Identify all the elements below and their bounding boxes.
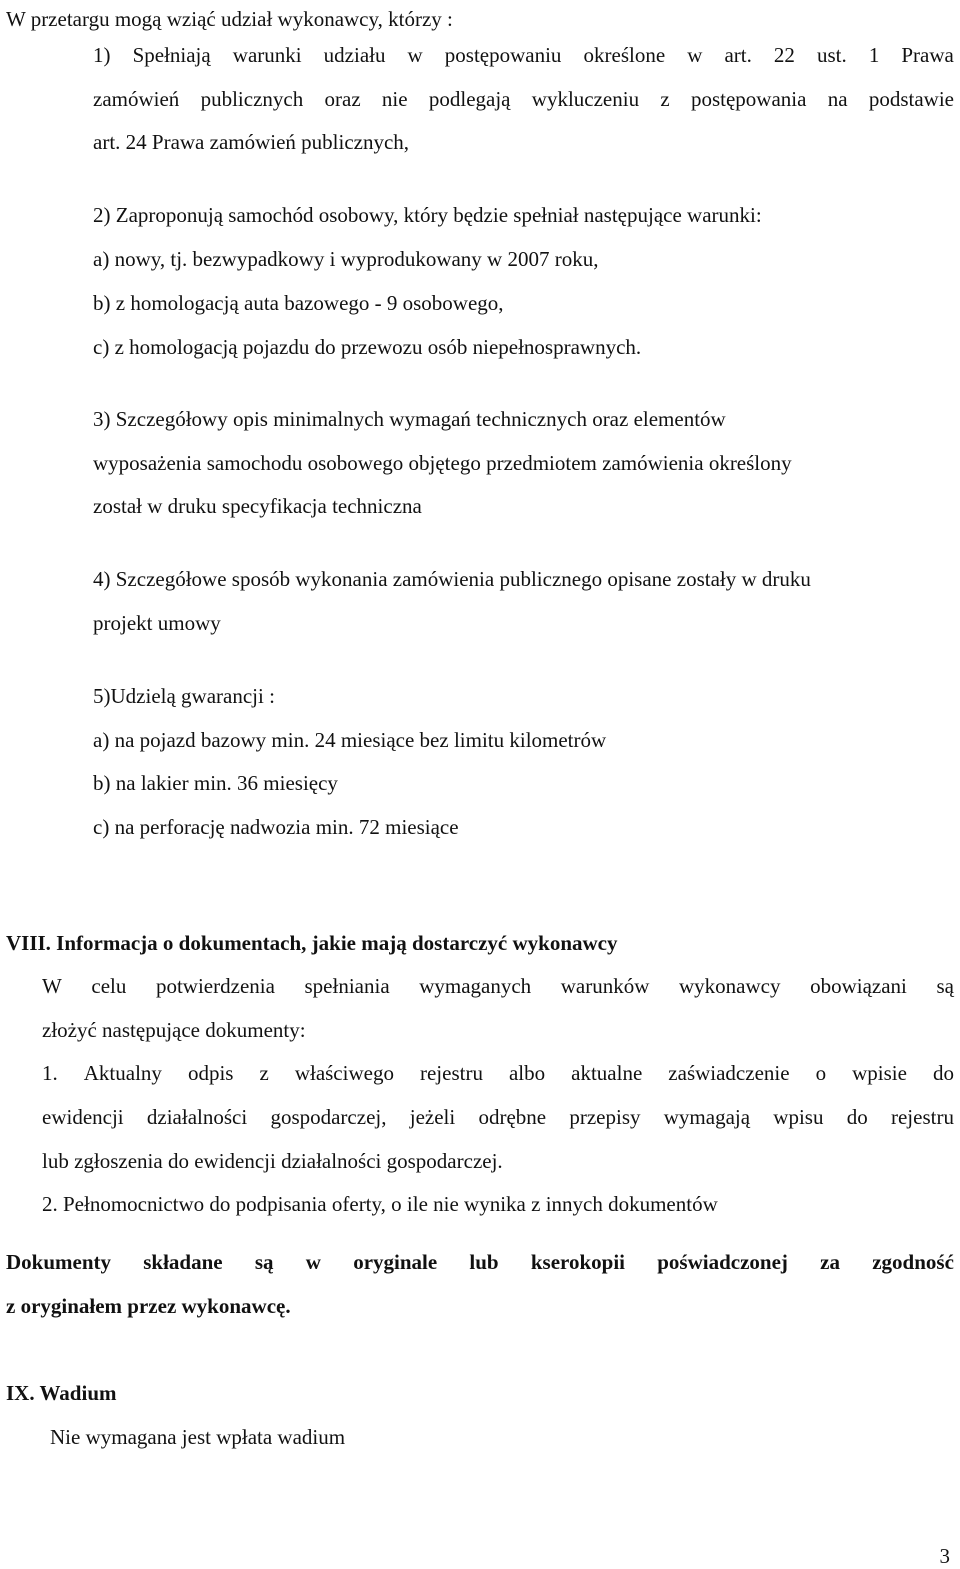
word: kserokopii (530, 1250, 626, 1274)
word: odrębne (478, 1105, 547, 1129)
word: poświadczonej (657, 1250, 788, 1274)
cond5-item-a: a) na pojazd bazowy min. 24 miesiące bez limitu kilometrów (93, 728, 607, 752)
cond3-line1: 3) Szczegółowy opis minimalnych wymagań technicznych oraz elementów (93, 407, 726, 431)
word: art. (724, 43, 752, 67)
word: warunki (232, 43, 302, 67)
section8-item1-line2 (42, 1104, 954, 1130)
word: wykluczeniu (531, 87, 640, 111)
word: celu (91, 974, 127, 998)
word: przepisy (569, 1105, 641, 1129)
word: są (254, 1250, 274, 1274)
word: gospodarczej, (270, 1105, 387, 1129)
cond1-line3: art. 24 Prawa zamówień publicznych, (93, 130, 410, 154)
section8-heading: VIII. Informacja o dokumentach, jakie mają dostarczyć wykonawcy (6, 931, 618, 955)
section8-intro-line1 (42, 973, 954, 999)
word: udziału (323, 43, 386, 67)
page-number: 3 (939, 1544, 950, 1568)
cond5-heading: 5)Udzielą gwarancji : (93, 684, 275, 708)
word: ust. (816, 43, 847, 67)
word: jeżeli (409, 1105, 456, 1129)
word: Spełniają (132, 43, 211, 67)
word: wymagają (663, 1105, 751, 1129)
word: wpisu (773, 1105, 824, 1129)
word: publicznych (200, 87, 304, 111)
word: na (827, 87, 848, 111)
section8-item1-line3: lub zgłoszenia do ewidencji działalności gospodarczej. (42, 1149, 503, 1173)
word: są (936, 974, 954, 998)
word: obowiązani (810, 974, 907, 998)
section8-intro-line2: złożyć następujące dokumenty: (42, 1018, 306, 1042)
intro-text: W przetargu mogą wziąć udział wykonawcy, którzy : (6, 7, 453, 31)
word: postępowaniu (444, 43, 562, 67)
word: 1) (93, 43, 111, 67)
word: z (259, 1061, 269, 1085)
word: rejestru (890, 1105, 954, 1129)
cond2-item-a: a) nowy, tj. bezwypadkowy i wyprodukowany w 2007 roku, (93, 247, 599, 271)
word: z (660, 87, 670, 111)
word: W (42, 974, 62, 998)
word: postępowania (690, 87, 807, 111)
word: zamówień (93, 87, 180, 111)
word: za (820, 1250, 840, 1274)
word: do (846, 1105, 868, 1129)
word: wpisie (852, 1061, 907, 1085)
word: składane (143, 1250, 223, 1274)
word: 22 (773, 43, 795, 67)
word: określone (583, 43, 666, 67)
word: Prawa (901, 43, 954, 67)
cond5-item-b: b) na lakier min. 36 miesięcy (93, 771, 338, 795)
word: ewidencji (42, 1105, 124, 1129)
word: o (815, 1061, 827, 1085)
word: Aktualny (83, 1061, 162, 1085)
cond3-line2: wyposażenia samochodu osobowego objętego przedmiotem zamówienia określony (93, 451, 792, 475)
cond1-line1 (93, 42, 954, 68)
section8-item2: 2. Pełnomocnictwo do podpisania oferty, o ile nie wynika z innych dokumentów (42, 1192, 718, 1216)
word: potwierdzenia (155, 974, 275, 998)
word: do (932, 1061, 954, 1085)
cond5-item-c: c) na perforację nadwozia min. 72 miesiące (93, 815, 459, 839)
word: wymaganych (419, 974, 532, 998)
word: rejestru (419, 1061, 483, 1085)
word: warunków (560, 974, 650, 998)
word: oraz (324, 87, 361, 111)
word: oryginale (353, 1250, 438, 1274)
section8-note-line2: z oryginałem przez wykonawcę. (6, 1294, 291, 1318)
section9-text: Nie wymagana jest wpłata wadium (50, 1425, 346, 1449)
word: w (305, 1250, 321, 1274)
word: wykonawcy (679, 974, 781, 998)
section9-heading: IX. Wadium (6, 1381, 117, 1405)
word: aktualne (571, 1061, 643, 1085)
word: zgodność (872, 1250, 954, 1274)
cond2-item-b: b) z homologacją auta bazowego - 9 osobowego, (93, 291, 504, 315)
word: nie (381, 87, 408, 111)
word: w (687, 43, 703, 67)
cond2-item-c: c) z homologacją pojazdu do przewozu osób niepełnosprawnych. (93, 335, 642, 359)
cond4-line1: 4) Szczegółowe sposób wykonania zamówienia publicznego opisane zostały w druku (93, 567, 811, 591)
word: albo (508, 1061, 546, 1085)
word: w (407, 43, 423, 67)
word: 1 (868, 43, 880, 67)
word: spełniania (304, 974, 390, 998)
word: właściwego (294, 1061, 394, 1085)
word: podstawie (868, 87, 954, 111)
cond3-line3: został w druku specyfikacja techniczna (93, 494, 422, 518)
section8-note-line1 (6, 1249, 954, 1275)
word: działalności (146, 1105, 248, 1129)
word: 1. (42, 1061, 58, 1085)
word: podlegają (428, 87, 511, 111)
word: zaświadczenie (668, 1061, 790, 1085)
word: lub (469, 1250, 499, 1274)
cond2-heading: 2) Zaproponują samochód osobowy, który będzie spełniał następujące warunki: (93, 203, 762, 227)
section8-item1-line1 (42, 1060, 954, 1086)
word: odpis (187, 1061, 234, 1085)
cond4-line2: projekt umowy (93, 611, 221, 635)
word: Dokumenty (6, 1250, 112, 1274)
cond1-line2 (93, 86, 954, 112)
